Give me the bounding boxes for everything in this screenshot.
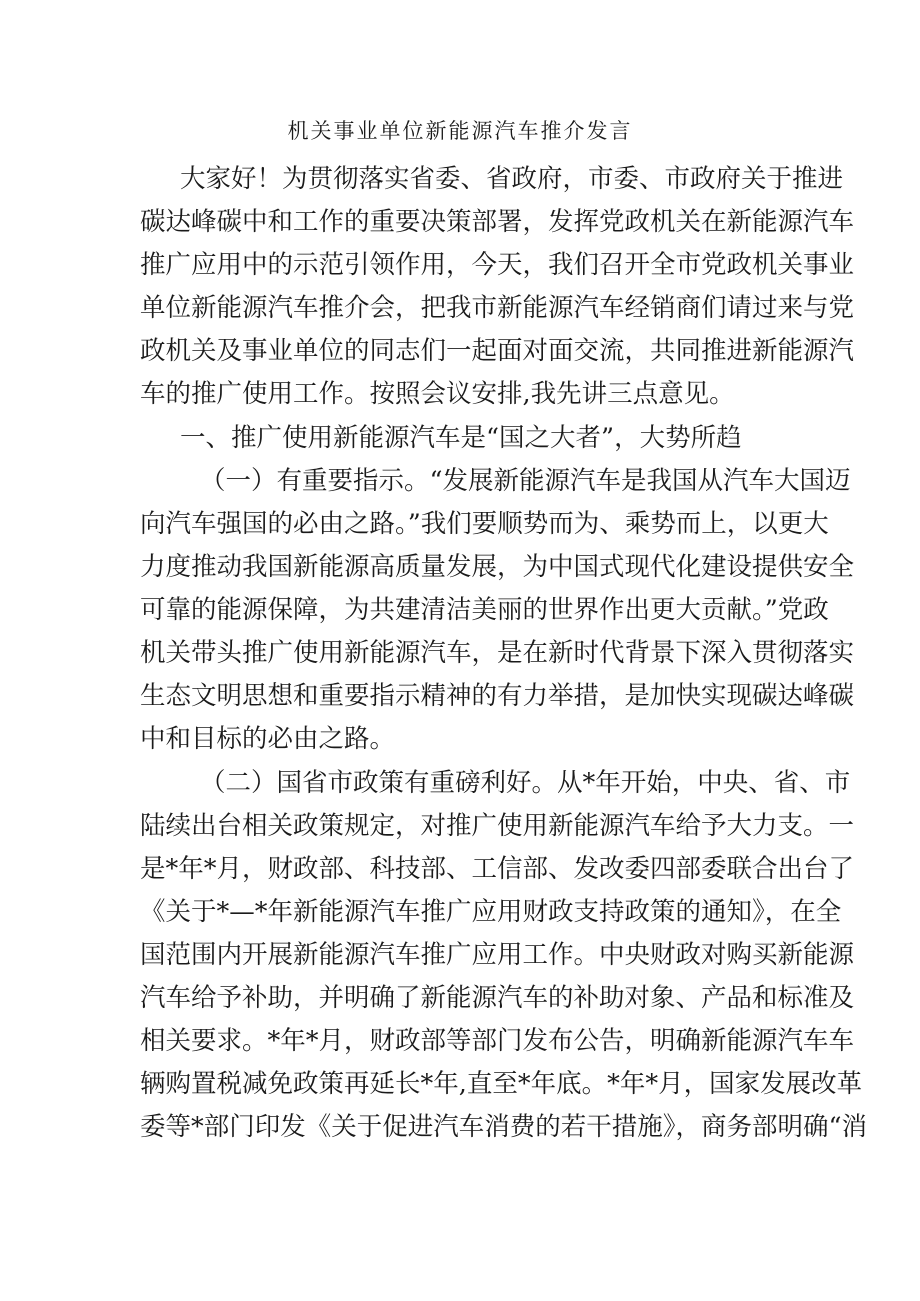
para2-line: 相关要求。*年*月，财政部等部门发布公告，明确新能源汽车车 — [140, 1026, 855, 1056]
para2-line: 委等*部门印发《关于促进汽车消费的若干措施》，商务部明确“消 — [140, 1112, 868, 1142]
para1-line: 中和目标的必由之路。 — [140, 724, 396, 754]
para1-line: 力度推动我国新能源高质量发展，为中国式现代化建设提供安全 — [140, 552, 855, 582]
para2-line: 汽车给予补助，并明确了新能源汽车的补助对象、产品和标准及 — [140, 983, 855, 1013]
para1-line: 机关带头推广使用新能源汽车，是在新时代背景下深入贯彻落实 — [140, 638, 855, 668]
intro-line: 车的推广使用工作。按照会议安排,我先讲三点意见。 — [140, 379, 735, 409]
para2-line: 《关于*—*年新能源汽车推广应用财政支持政策的通知》，在全 — [140, 897, 842, 927]
section-heading: 一、推广使用新能源汽车是“国之大者”，大势所趋 — [180, 423, 742, 453]
para1-line: 向汽车强国的必由之路。”我们要顺势而为、乘势而上，以更大 — [140, 509, 829, 539]
para2-line: 是*年*月，财政部、科技部、工信部、发改委四部委联合出台了 — [140, 854, 855, 884]
intro-line: 碳达峰碳中和工作的重要决策部署，发挥党政机关在新能源汽车 — [140, 207, 855, 237]
para2-line: 国范围内开展新能源汽车推广应用工作。中央财政对购买新能源 — [140, 940, 855, 970]
para2-line: （二）国省市政策有重磅利好。从*年开始，中央、省、市 — [200, 768, 851, 798]
intro-line: 政机关及事业单位的同志们一起面对面交流，共同推进新能源汽 — [140, 336, 855, 366]
intro-line: 单位新能源汽车推介会，把我市新能源汽车经销商们请过来与党 — [140, 293, 855, 323]
para2-line: 陆续出台相关政策规定，对推广使用新能源汽车给予大力支。一 — [140, 811, 855, 841]
intro-line: 推广应用中的示范引领作用，今天，我们召开全市党政机关事业 — [140, 250, 855, 280]
para1-line: 生态文明思想和重要指示精神的有力举措，是加快实现碳达峰碳 — [140, 681, 855, 711]
para1-line: 可靠的能源保障，为共建清洁美丽的世界作出更大贡献。”党政 — [140, 595, 829, 625]
intro-line: 大家好！为贯彻落实省委、省政府，市委、市政府关于推进 — [180, 164, 844, 194]
para2-line: 辆购置税减免政策再延长*年,直至*年底。*年*月，国家发展改革 — [140, 1069, 863, 1099]
document-title: 机关事业单位新能源汽车推介发言 — [287, 119, 633, 143]
para1-line: （一）有重要指示。“发展新能源汽车是我国从汽车大国迈 — [200, 466, 851, 496]
